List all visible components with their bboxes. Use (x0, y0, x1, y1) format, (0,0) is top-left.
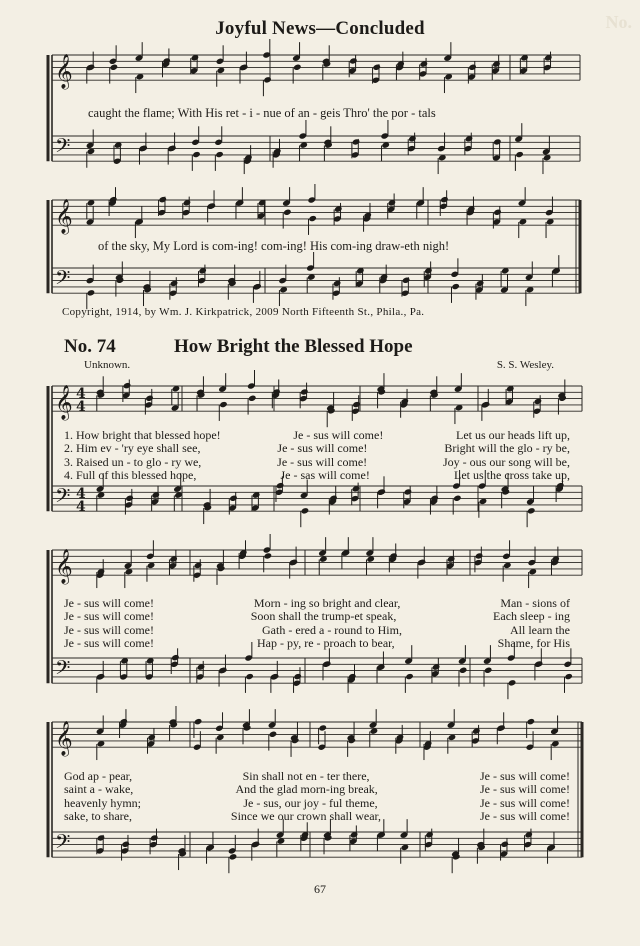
svg-text:𝄢: 𝄢 (55, 484, 71, 512)
svg-text:𝄞: 𝄞 (55, 54, 73, 89)
svg-text:4: 4 (76, 386, 86, 402)
lyric-segment: Let us the cross take up, (454, 467, 570, 482)
svg-text:𝄢: 𝄢 (55, 134, 71, 162)
lyric-segment: Shame, for His (497, 635, 570, 650)
lyric-segment: Je - sus will come! (64, 609, 154, 624)
page-title: Joyful News—Concluded (215, 18, 425, 39)
music-credit: S. S. Wesley. (496, 359, 554, 371)
svg-text:𝄞: 𝄞 (55, 385, 73, 420)
lyric-segment: 4. Full of this blessed hope, (64, 467, 197, 482)
lyric-segment: Morn - ing so bright and clear, (253, 596, 401, 610)
lyric-segment: Man - sions of (500, 596, 570, 610)
lyric-segment: sake, to share, (64, 808, 132, 823)
lyric-segment: Je - sus, our joy - ful theme, (243, 795, 378, 810)
hymn-title: How Bright the Blessed Hope (174, 336, 413, 357)
svg-text:𝄞: 𝄞 (55, 721, 73, 756)
svg-text:4: 4 (76, 499, 86, 515)
song1-lyrics-line-2: of the sky, My Lord is com-ing! com-ing! His com-ing draw-eth nigh! (98, 239, 450, 253)
lyric-segment: Je - sus will come! (64, 622, 154, 637)
lyric-segment: Each sleep - ing (493, 609, 570, 624)
hymn-number: No. 74 (64, 336, 116, 357)
lyric-segment: Je - sas will come! (280, 467, 370, 482)
lyric-segment: God ap - pear, (64, 769, 133, 783)
lyric-segment: Je - sus will come! (480, 769, 570, 783)
system3-verse-4 (64, 809, 570, 824)
svg-text:𝄢: 𝄢 (55, 656, 71, 684)
lyric-segment: 2. Him ev - 'ry eye shall see, (64, 441, 201, 456)
words-credit: Unknown. (84, 359, 131, 371)
lyric-segment: Bright will the glo - ry be, (444, 441, 570, 456)
svg-text:4: 4 (76, 486, 86, 502)
svg-text:𝄢: 𝄢 (55, 266, 71, 294)
lyric-segment: Je - sus will come! (480, 795, 570, 810)
lyric-segment: Sin shall not en - ter there, (242, 769, 370, 783)
lyric-segment: All learn the (510, 622, 570, 637)
svg-text:𝄞: 𝄞 (55, 199, 73, 234)
lyric-segment: 1. How bright that blessed hope! (64, 428, 221, 442)
system1-verse-4 (64, 468, 570, 483)
lyric-segment: Je - sus will come! (480, 782, 570, 797)
bleed-through-watermark: No. (605, 12, 632, 32)
lyric-segment: Hap - py, re - proach to bear, (256, 635, 395, 650)
lyric-segment: Je - sus will come! (64, 596, 154, 610)
svg-text:𝄢: 𝄢 (55, 830, 71, 858)
lyric-segment: Je - sus will come! (64, 635, 154, 650)
song1-lyrics-line-1: caught the flame; With His ret - i - nue of an - geis Thro' the por - tals (88, 106, 436, 120)
lyric-segment: Soon shall the trump-et speak, (250, 609, 397, 624)
lyric-segment: Je - sus will come! (277, 454, 368, 469)
copyright-notice: Copyright, 1914, by Wm. J. Kirkpatrick, 2009 North Fifteenth St., Phila., Pa. (62, 306, 425, 318)
lyric-segment: heavenly hymn; (64, 795, 141, 810)
lyric-segment: Joy - ous our song will be, (442, 454, 570, 469)
lyric-segment: Gath - ered a - round to Him, (262, 622, 402, 637)
lyric-segment: 3. Raised un - to glo - ry we, (64, 454, 202, 469)
svg-text:4: 4 (76, 399, 86, 415)
lyric-segment: Je - sus will come! (480, 808, 570, 823)
lyric-segment: Je - sus will come! (277, 441, 368, 456)
lyric-segment: saint a - wake, (64, 782, 134, 797)
lyric-segment: Je - sus will come! (293, 428, 384, 442)
page-number: 67 (314, 882, 326, 896)
lyric-segment: And the glad morn-ing break, (235, 782, 378, 797)
svg-text:𝄞: 𝄞 (55, 549, 73, 584)
system2-verse-4 (64, 636, 570, 651)
lyric-segment: Let us our heads lift up, (456, 428, 570, 442)
lyric-segment: Since we our crown shall wear, (230, 808, 382, 823)
